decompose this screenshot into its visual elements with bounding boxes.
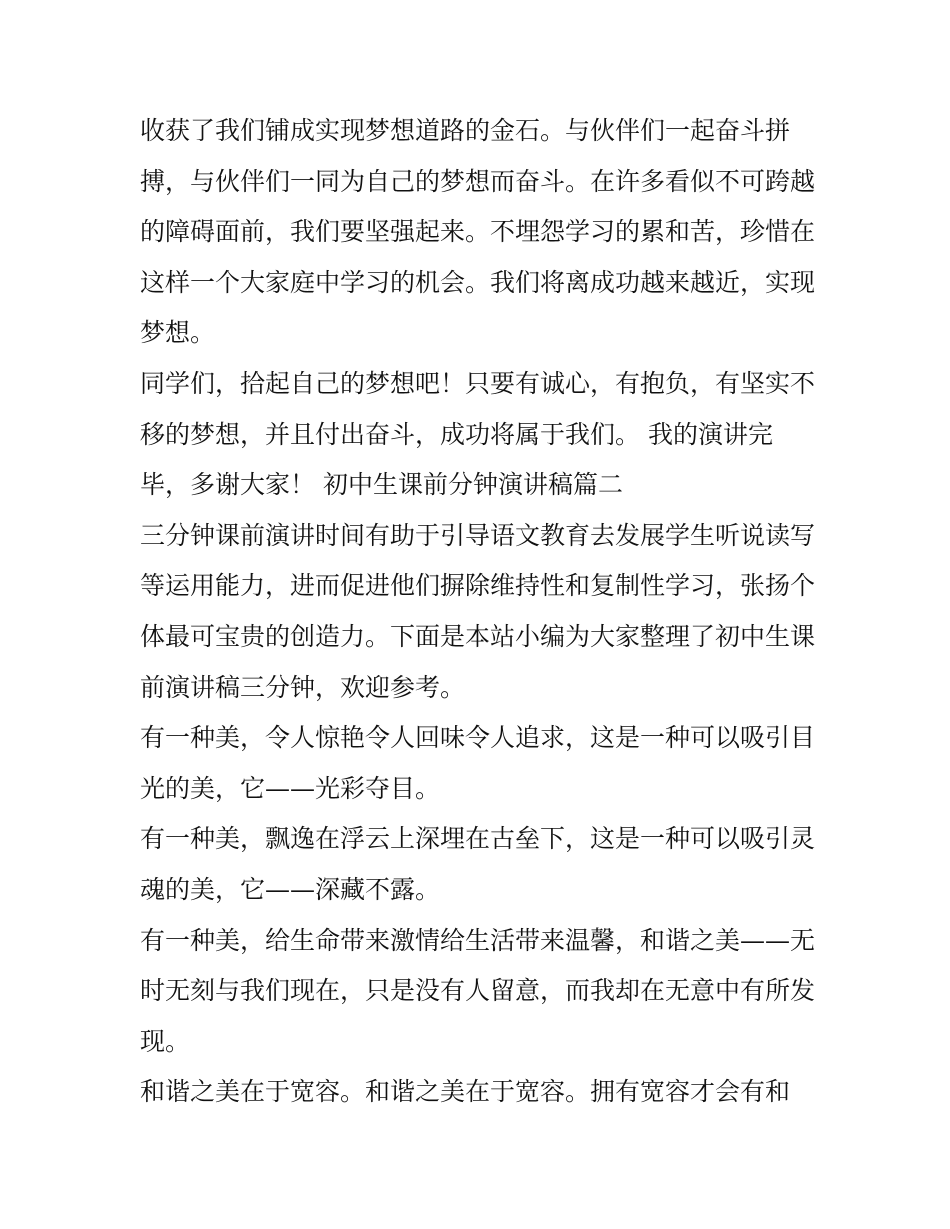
text-line: 和谐之美在于宽容。和谐之美在于宽容。拥有宽容才会有和 bbox=[140, 1077, 791, 1107]
text-line: 梦想。 bbox=[140, 318, 216, 348]
text-line: 这样一个大家庭中学习的机会。我们将离成功越来越近，实现 bbox=[140, 267, 816, 297]
text-line: 前演讲稿三分钟，欢迎参考。 bbox=[140, 672, 466, 702]
text-line: 等运用能力，进而促进他们摒除维持性和复制性学习，张扬个 bbox=[140, 571, 816, 601]
text-line: 体最可宝贵的创造力。下面是本站小编为大家整理了初中生课 bbox=[140, 621, 816, 651]
body-text bbox=[140, 106, 830, 1118]
text-line: 三分钟课前演讲时间有助于引导语文教育去发展学生听说读写 bbox=[140, 520, 816, 550]
text-line: 有一种美，飘逸在浮云上深埋在古垒下，这是一种可以吸引灵 bbox=[140, 824, 816, 854]
text-line: 毕，多谢大家！ 初中生课前分钟演讲稿篇二 bbox=[140, 470, 623, 500]
text-line: 有一种美，令人惊艳令人回味令人追求，这是一种可以吸引目 bbox=[140, 723, 816, 753]
text-line: 有一种美，给生命带来激情给生活带来温馨，和谐之美——无 bbox=[140, 925, 816, 955]
text-line: 时无刻与我们现在，只是没有人留意，而我却在无意中有所发 bbox=[140, 976, 816, 1006]
text-line: 移的梦想，并且付出奋斗，成功将属于我们。 我的演讲完 bbox=[140, 419, 773, 449]
text-line: 魂的美，它——深藏不露。 bbox=[140, 874, 441, 904]
text-line: 收获了我们铺成实现梦想道路的金石。与伙伴们一起奋斗拼 bbox=[140, 116, 791, 145]
text-line: 光的美，它——光彩夺目。 bbox=[140, 773, 441, 803]
text-line: 同学们，拾起自己的梦想吧！只要有诚心，有抱负，有坚实不 bbox=[140, 368, 816, 398]
text-line: 现。 bbox=[140, 1026, 191, 1056]
text-line: 的障碍面前，我们要坚强起来。不埋怨学习的累和苦，珍惜在 bbox=[140, 217, 816, 247]
text-line: 搏，与伙伴们一同为自己的梦想而奋斗。在许多看似不可跨越 bbox=[140, 166, 816, 196]
